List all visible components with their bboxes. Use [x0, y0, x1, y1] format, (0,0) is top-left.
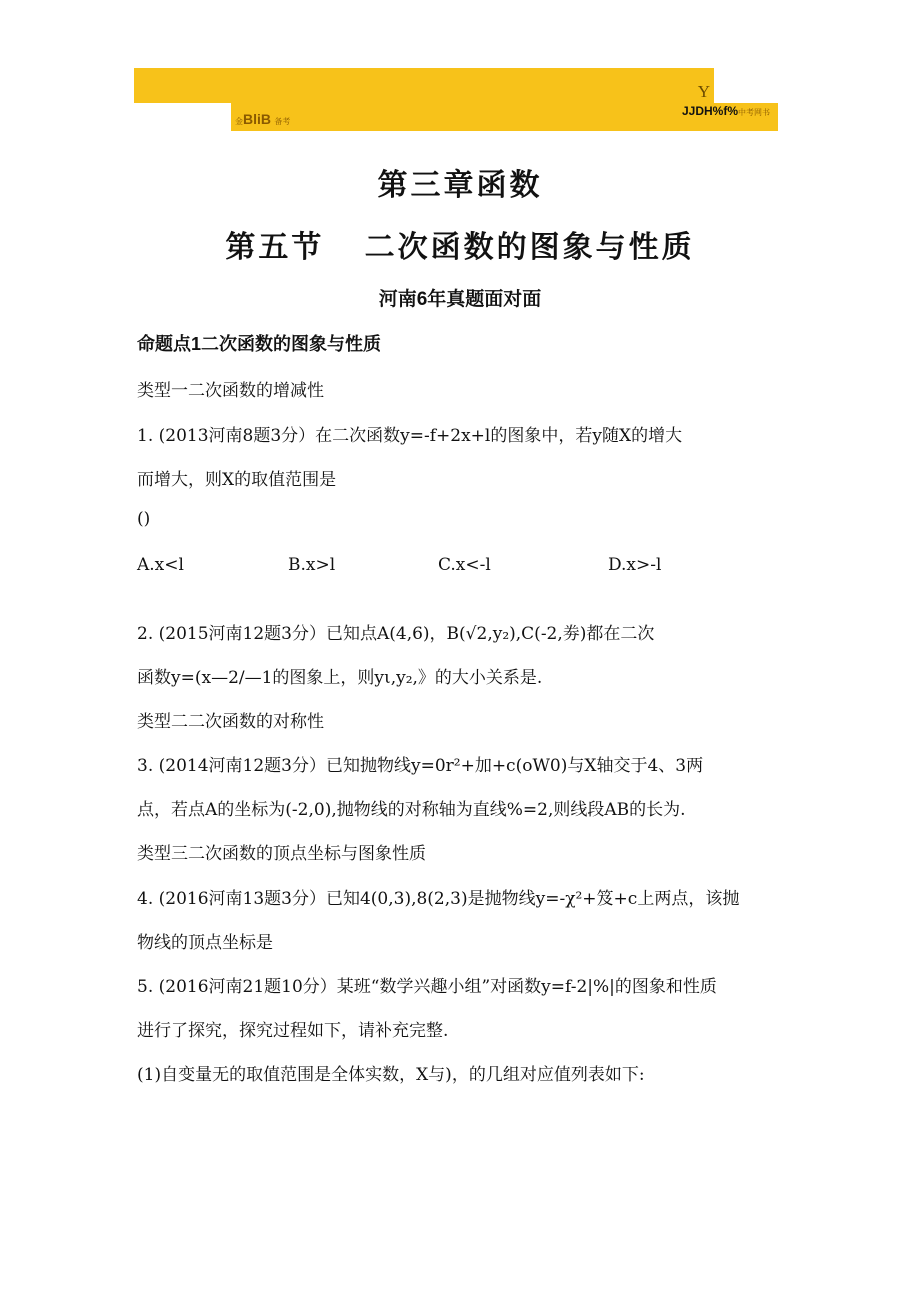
brand-left-name: BliB: [243, 111, 271, 127]
type-heading-1: 类型一二次函数的增减性: [137, 381, 324, 401]
q1-line-2: 而增大，则X的取值范围是: [137, 470, 337, 490]
q1-option-d: D.x>-l: [608, 555, 662, 575]
topic-heading: 命题点1二次函数的图象与性质: [137, 334, 382, 354]
chapter-title: 第三章函数: [377, 168, 543, 203]
header-banner-top: [134, 68, 714, 103]
brand-left-prefix: 金: [235, 117, 243, 126]
brand-logo-right: [682, 104, 770, 118]
q1-option-a: A.x<l: [137, 555, 184, 575]
q1-line-1: 1. (2013河南8题3分）在二次函数y=-f+2x+l的图象中，若y随X的增大: [137, 426, 683, 446]
q3-line-1: 3. (2014河南12题3分）已知抛物线y=0r²+加+c(oW0)与X轴交于4、3两: [137, 756, 704, 776]
brand-right-name: JJDH%f%: [681, 104, 738, 118]
subtitle: 河南6年真题面对面: [378, 289, 542, 310]
brand-logo-left: [235, 111, 290, 127]
q5-line-3: (1)自变量无的取值范围是全体实数，X与)，的几组对应值列表如下:: [137, 1065, 645, 1085]
q1-option-b: B.x>l: [288, 555, 336, 575]
section-title: 第五节 二次函数的图象与性质: [225, 230, 695, 265]
q5-line-1: 5. (2016河南21题10分）某班“数学兴趣小组”对函数y=f-2|%|的图象和性质: [137, 977, 717, 997]
q2-line-2: 函数y=(x—2/—1的图象上，则yι,y₂,》的大小关系是.: [137, 668, 543, 688]
brand-left-suffix: 备考: [274, 117, 291, 126]
brand-right-suffix: 中考网书: [738, 108, 770, 117]
q4-line-2: 物线的顶点坐标是: [137, 933, 273, 953]
type-heading-2: 类型二二次函数的对称性: [137, 712, 324, 732]
q2-line-1: 2. (2015河南12题3分）已知点A(4,6)，B(√2,y₂),C(-2,劵)都在二次: [137, 624, 655, 644]
q1-answer-paren: (): [137, 509, 151, 529]
banner-mark: Y: [697, 82, 710, 101]
header-banner-bottom: [231, 103, 778, 131]
q1-option-c: C.x<-l: [438, 555, 491, 575]
type-heading-3: 类型三二次函数的顶点坐标与图象性质: [137, 844, 426, 864]
q4-line-1: 4. (2016河南13题3分）已知4(0,3),8(2,3)是抛物线y=-χ²+笈+c上两点，该抛: [137, 889, 740, 909]
q3-line-2: 点，若点A的坐标为(-2,0),抛物线的对称轴为直线%=2,则线段AB的长为.: [137, 800, 686, 820]
q5-line-2: 进行了探究，探究过程如下，请补充完整.: [137, 1021, 449, 1041]
